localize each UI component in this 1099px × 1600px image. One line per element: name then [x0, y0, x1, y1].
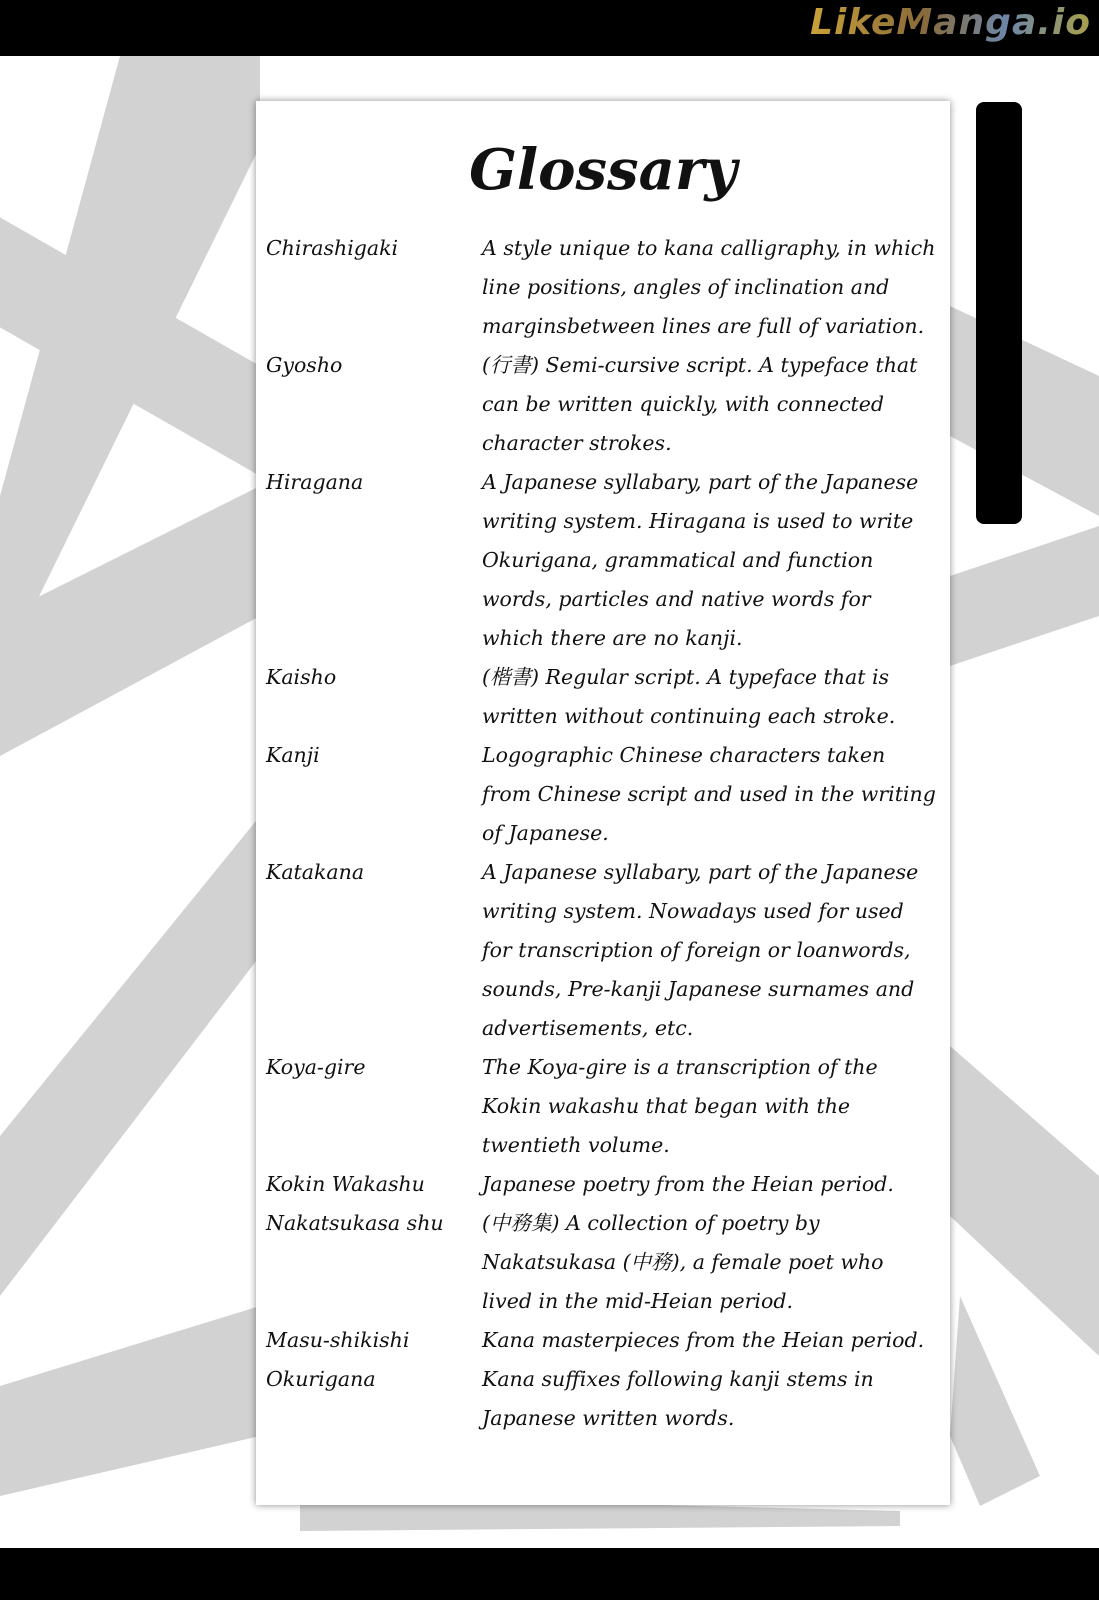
glossary-term: Kanji — [266, 743, 320, 767]
glossary-definition: The Koya-gire is a transcription of the Kokin wakashu that began with the twentieth volume. — [482, 1055, 878, 1157]
glossary-entry — [266, 1360, 946, 1438]
top-bar — [0, 0, 1099, 56]
glossary-entry — [266, 1165, 946, 1204]
glossary-definition: Japanese poetry from the Heian period. — [482, 1172, 894, 1196]
glossary-term: Chirashigaki — [266, 236, 399, 260]
glossary-term: Kaisho — [266, 665, 337, 689]
glossary-definition: A Japanese syllabary, part of the Japanese writing system. Hiragana is used to write Okurigana, grammatical and function words, particles and native words for which there are no kanji. — [482, 470, 919, 650]
glossary-term: Koya-gire — [266, 1055, 366, 1079]
glossary-entry — [266, 229, 946, 346]
glossary-definition: Logographic Chinese characters taken from Chinese script and used in the writing of Japanese. — [482, 743, 936, 845]
glossary-term: Okurigana — [266, 1367, 376, 1391]
glossary-entry — [266, 1048, 946, 1165]
glossary-definition: (中務集) A collection of poetry by Nakatsukasa (中務), a female poet who lived in the mid-Heian period. — [482, 1211, 884, 1313]
glossary-definition: Kana suffixes following kanji stems in Japanese written words. — [482, 1367, 874, 1430]
glossary-entry — [266, 853, 946, 1048]
glossary-card — [256, 101, 950, 1505]
glossary-title: Glossary — [469, 137, 737, 203]
glossary-term: Masu-shikishi — [266, 1328, 410, 1352]
glossary-entry — [266, 1321, 946, 1360]
glossary-entry — [266, 463, 946, 658]
glossary-term: Kokin Wakashu — [266, 1172, 425, 1196]
glossary-term: Katakana — [266, 860, 365, 884]
site-watermark: LikeManga.io — [810, 2, 1091, 43]
bottom-bar — [0, 1548, 1099, 1600]
glossary-entry — [266, 658, 946, 736]
glossary-term: Hiragana — [266, 470, 364, 494]
side-tab — [976, 102, 1022, 524]
glossary-term: Nakatsukasa shu — [266, 1211, 444, 1235]
glossary-definition: A Japanese syllabary, part of the Japanese writing system. Nowadays used for used for transcription of foreign or loanwords, sounds, Pre-kanji Japanese surnames and advertisements, etc. — [482, 860, 919, 1040]
glossary-entries — [266, 229, 946, 1438]
glossary-definition: (楷書) Regular script. A typeface that is written without continuing each stroke. — [482, 665, 896, 728]
glossary-entry — [266, 1204, 946, 1321]
glossary-definition: A style unique to kana calligraphy, in which line positions, angles of inclination and marginsbetween lines are full of variation. — [482, 236, 936, 338]
glossary-term: Gyosho — [266, 353, 343, 377]
glossary-definition: Kana masterpieces from the Heian period. — [482, 1328, 925, 1352]
glossary-entry — [266, 736, 946, 853]
glossary-entry — [266, 346, 946, 463]
glossary-definition: (行書) Semi-cursive script. A typeface that can be written quickly, with connected character strokes. — [482, 353, 918, 455]
